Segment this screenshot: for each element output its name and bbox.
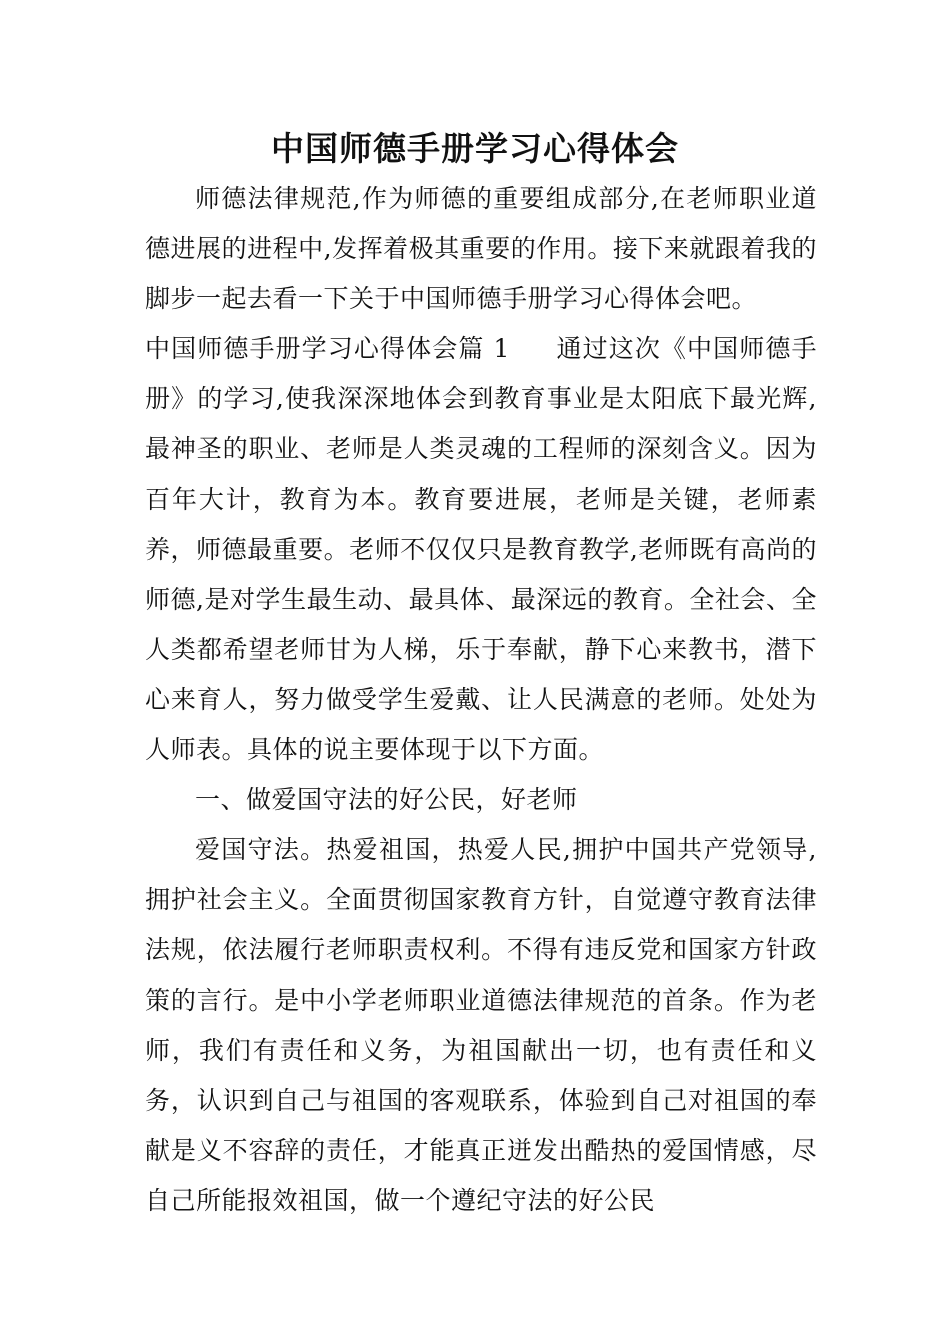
section-paragraph xyxy=(145,324,817,775)
document-title: 中国师德手册学习心得体会 xyxy=(271,129,679,168)
section-heading: 中国师德手册学习心得体会篇 1 xyxy=(145,334,510,364)
intro-paragraph: 师德法律规范,作为师德的重要组成部分,在老师职业道德进展的进程中,发挥着极其重要的作用。接下来就跟着我的脚步一起去看一下关于中国师德手册学习心得体会吧。 xyxy=(145,184,817,314)
point-paragraph: 爱国守法。热爱祖国，热爱人民,拥护中国共产党领导,拥护社会主义。全面贯彻国家教育方针，自觉遵守教育法律法规，依法履行老师职责权利。不得有违反党和国家方针政策的言行。是中小学老师职业道德法律规范的首条。作为老师，我们有责任和义务，为祖国献出一切，也有责任和义务，认识到自己与祖国的客观联系，体验到自己对祖国的奉献是义不容辞的责任，才能真正迸发出酷热的爱国情感，尽自己所能报效祖国，做一个遵纪守法的好公民 xyxy=(145,835,817,1215)
point-heading: 一、做爱国守法的好公民，好老师 xyxy=(195,785,578,815)
document-body xyxy=(145,174,817,1226)
section-body: 通过这次《中国师德手册》的学习,使我深深地体会到教育事业是太阳底下最光辉,最神圣的职业、老师是人类灵魂的工程师的深刻含义。因为百年大计，教育为本。教育要进展，老师是关键，老师素养，师德最重要。老师不仅仅只是教育教学,老师既有高尚的师德,是对学生最生动、最具体、最深远的教育。全社会、全人类都希望老师甘为人梯，乐于奉献，静下心来教书，潜下心来育人，努力做受学生爱戴、让人民满意的老师。处处为人师表。具体的说主要体现于以下方面。 xyxy=(145,334,817,765)
